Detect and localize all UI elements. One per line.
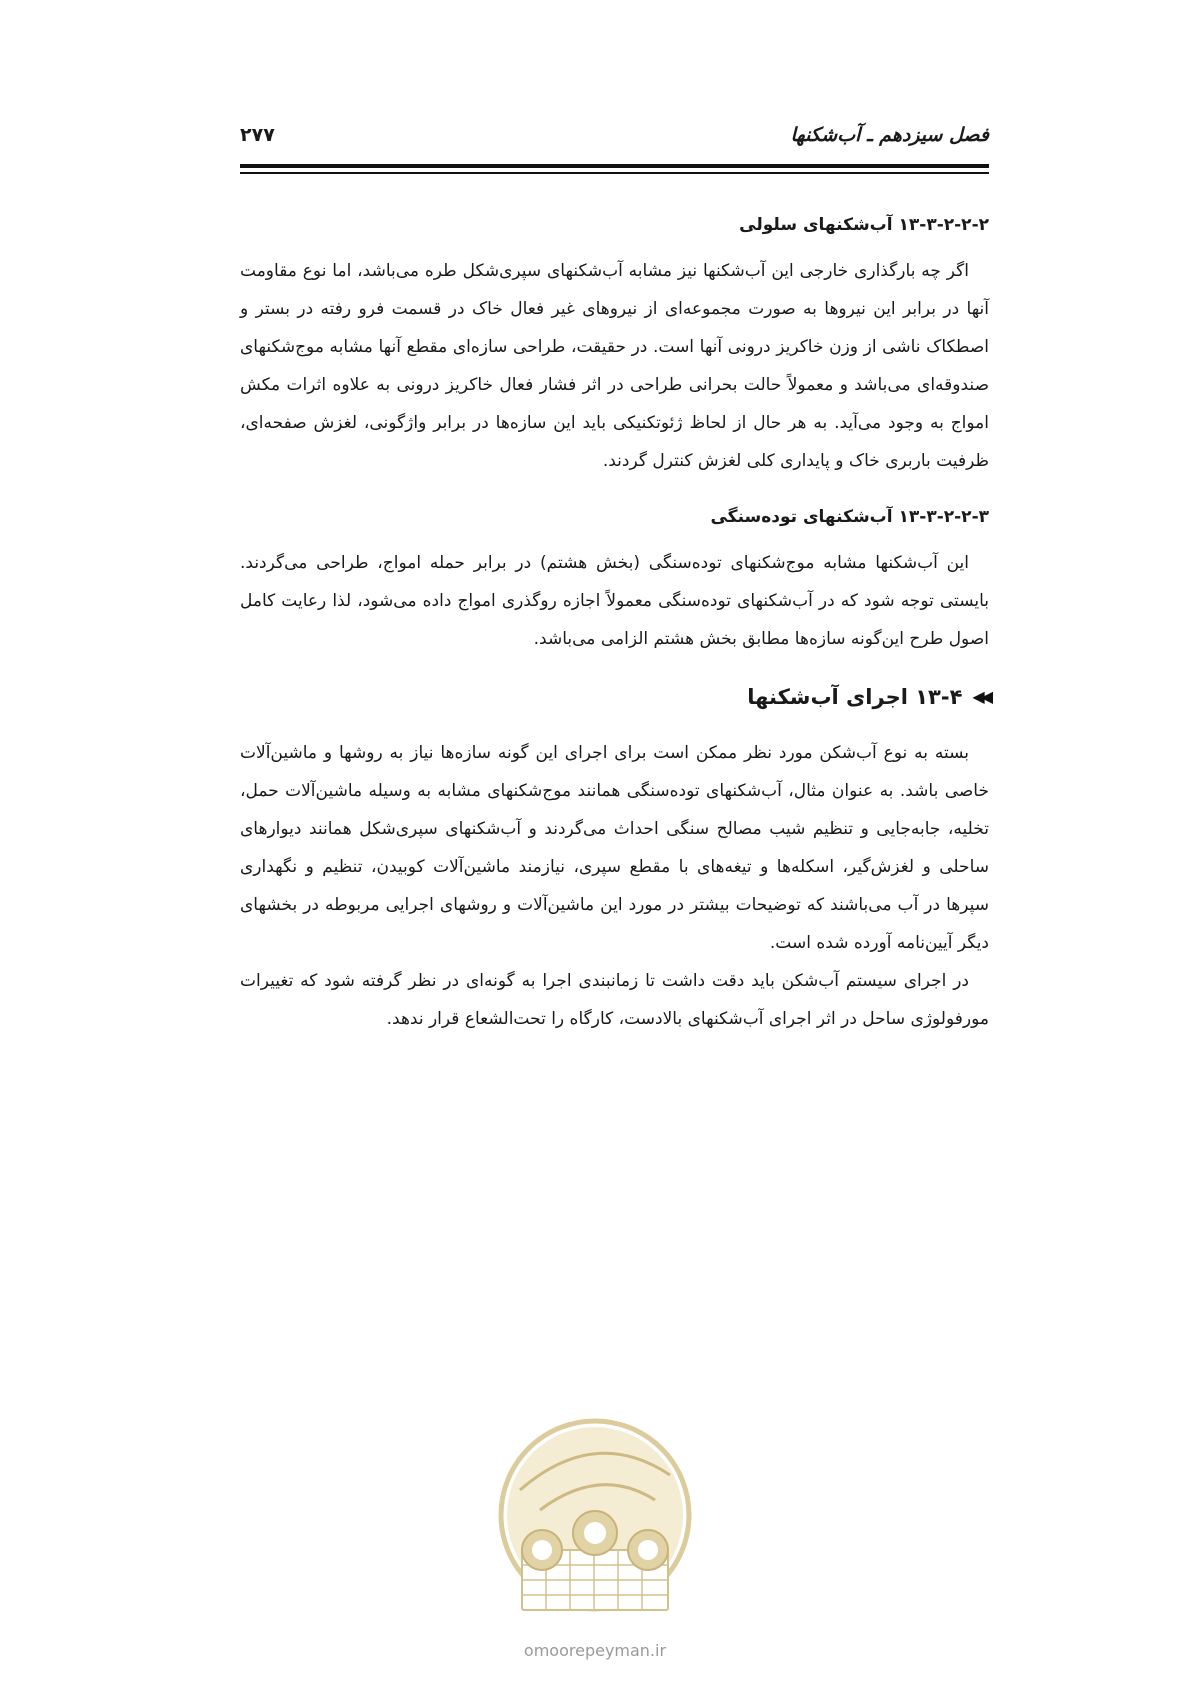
section-heading: ۱۳-۳-۲-۲-۲ آب‌شکنهای سلولی (739, 215, 989, 235)
omoorepeyman-logo-icon (480, 1415, 710, 1630)
watermark-url: omoorepeyman.ir (523, 1641, 667, 1660)
paragraph: در اجرای سیستم آب‌شکن باید دقت داشت تا زمانبندی اجرا به گونه‌ای در نظر گرفته شود که تغییرات مورفولوژی ساحل در اثر اجرای آب‌شکنهای بالادست، کارگاه را تحت‌الشعاع قرار ندهد. (240, 971, 989, 1029)
section-heading: ۱۳-۳-۲-۲-۳ آب‌شکنهای توده‌سنگی (710, 507, 989, 527)
paragraph: بسته به نوع آب‌شکن مورد نظر ممکن است برای اجرای این گونه سازه‌ها نیاز به روشها و ماشین‌آلات خاصی باشد. به عنوان مثال، آب‌شکنهای توده‌سنگی همانند موج‌شکنهای مشابه به وسیله ماشین‌آلات حمل، تخلیه، جابه‌جایی و تنظیم شیب مصالح سنگی احداث می‌گردند و آب‌شکنهای سپری‌شکل همانند دیوارهای ساحلی و لغزش‌گیر، اسکله‌ها و تیغه‌های با مقطع سپری، نیازمند ماشین‌آلات کوبیدن، تنظیم و نگهداری سپرها در آب می‌باشند که توضیحات بیشتر در مورد این ماشین‌آلات و روشهای اجرایی مربوطه در بخشهای دیگر آیین‌نامه آورده شده است. (240, 743, 989, 953)
section-cellular-groins (240, 212, 989, 480)
double-arrow-icon: ◀◀ (972, 687, 989, 706)
header-rule-thick (240, 164, 989, 168)
watermark-logo (480, 1415, 710, 1660)
main-heading-text: ۱۳-۴ اجرای آب‌شکنها (747, 685, 963, 709)
main-section-heading (240, 682, 989, 712)
header-rule-thin (240, 172, 989, 174)
paragraph: این آب‌شکنها مشابه موج‌شکنهای توده‌سنگی (بخش هشتم) در برابر حمله امواج، طراحی می‌گردند. بایستی توجه شود که در آب‌شکنهای توده‌سنگی معمولاً اجازه روگذری امواج داده می‌شود، لذا رعایت کامل اصول طرح این‌گونه سازه‌ها مطابق بخش هشتم الزامی می‌باشد. (240, 553, 989, 649)
chapter-title: فصل سیزدهم ـ آب‌شکنها (790, 124, 989, 146)
section-rubble-groins (240, 504, 989, 658)
page-content (240, 212, 989, 1038)
page-number: ۲۷۷ (240, 124, 275, 146)
page-header (240, 118, 989, 158)
paragraph: اگر چه بارگذاری خارجی این آب‌شکنها نیز مشابه آب‌شکنهای سپری‌شکل طره می‌باشد، اما نوع مقاومت آنها در برابر این نیروها به صورت مجموعه‌ای از نیروهای غیر فعال خاک در قسمت فرو رفته در بستر و اصطکاک ناشی از وزن خاکریز درونی آنها است. در حقیقت، طراحی سازه‌ای مقطع آنها مشابه موج‌شکنهای صندوقه‌ای می‌باشد و معمولاً حالت بحرانی طراحی در اثر فشار فعال خاکریز درونی به علاوه اثرات مکش امواج به وجود می‌آید. به هر حال از لحاظ ژئوتکنیکی باید این سازه‌ها در برابر واژگونی، لغزش صفحه‌ای، ظرفیت باربری خاک و پایداری کلی لغزش کنترل گردند. (240, 261, 989, 471)
